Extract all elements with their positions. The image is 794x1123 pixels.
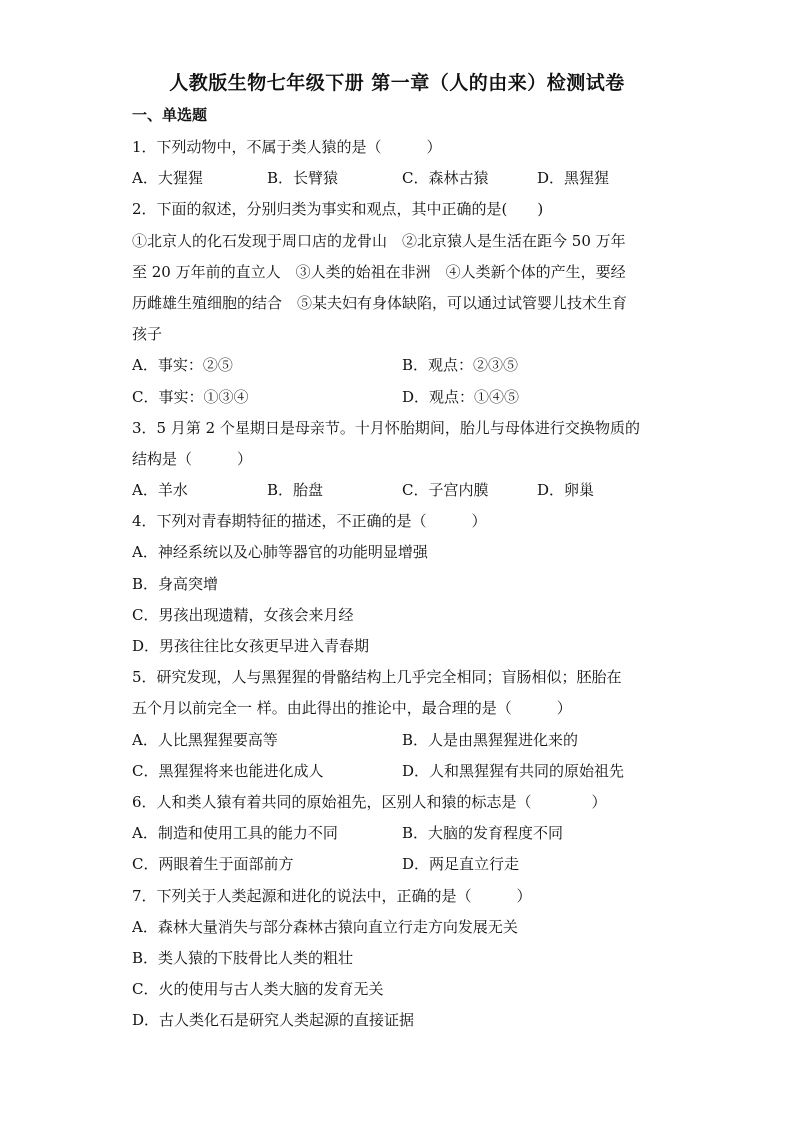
option-b[interactable]: B．长臂猿 — [267, 169, 339, 188]
question-2-options-row-1 — [132, 350, 672, 381]
option-b[interactable]: B．大脑的发育程度不同 — [402, 824, 564, 843]
exam-title: 人教版生物七年级下册 第一章（人的由来）检测试卷 — [169, 72, 625, 94]
question-2-text-line: 至 20 万年前的直立人 ③人类的始祖在非洲 ④人类新个体的产生，要经 — [132, 262, 626, 281]
question-2-text-line: ①北京人的化石发现于周口店的龙骨山 ②北京猿人是生活在距今 50 万年 — [132, 231, 626, 250]
question-5-options-row-2 — [132, 756, 672, 787]
option-c[interactable]: C．森林古猿 — [402, 169, 489, 188]
question-6-options-row-1 — [132, 818, 672, 849]
question-5-stem-line: 五个月以前完全一 样。由此得出的推论中，最合理的是（ ） — [132, 699, 572, 718]
question-2-stem: 2．下面的叙述，分别归类为事实和观点，其中正确的是( ) — [132, 200, 544, 219]
question-6-stem: 6．人和类人猿有着共同的原始祖先，区别人和猿的标志是（ ） — [132, 792, 607, 811]
option-d[interactable]: D．古人类化石是研究人类起源的直接证据 — [132, 1011, 415, 1030]
option-a[interactable]: A．大猩猩 — [132, 169, 203, 188]
question-4-stem: 4．下列对青春期特征的描述，不正确的是（ ） — [132, 512, 487, 531]
question-3-options — [132, 475, 672, 506]
option-d[interactable]: D．男孩往往比女孩更早进入青春期 — [132, 637, 370, 655]
option-b[interactable]: B．类人猿的下肢骨比人类的粗壮 — [132, 948, 354, 967]
option-c[interactable]: C．子宫内膜 — [402, 481, 489, 500]
question-2-options-row-2 — [132, 382, 672, 413]
option-d[interactable]: D．人和黑猩猩有共同的原始祖先 — [402, 761, 625, 780]
option-b[interactable]: B．观点：②③⑤ — [402, 356, 519, 375]
question-6-options-row-2 — [132, 849, 672, 880]
option-c[interactable]: C．事实：①③④ — [132, 387, 249, 406]
option-c[interactable]: C．火的使用与古人类大脑的发育无关 — [132, 980, 384, 999]
question-5-options-row-1 — [132, 725, 672, 756]
question-2-text-line: 孩子 — [132, 325, 163, 344]
option-a[interactable]: A．羊水 — [132, 481, 188, 500]
option-a[interactable]: A．人比黑猩猩要高等 — [132, 730, 278, 749]
option-b[interactable]: B．胎盘 — [267, 481, 324, 500]
section-heading: 一、单选题 — [132, 106, 208, 124]
question-3-stem-line: 3．5 月第 2 个星期日是母亲节。十月怀胎期间，胎儿与母体进行交换物质的 — [132, 418, 640, 437]
question-2-text-line: 历雌雄生殖细胞的结合 ⑤某夫妇有身体缺陷，可以通过试管婴儿技术生育 — [132, 293, 628, 312]
option-b[interactable]: B．身高突增 — [132, 574, 219, 593]
option-a[interactable]: A．森林大量消失与部分森林古猿向直立行走方向发展无关 — [132, 917, 518, 936]
option-a[interactable]: A．制造和使用工具的能力不同 — [132, 824, 338, 843]
option-d[interactable]: D．两足直立行走 — [402, 855, 520, 874]
option-c[interactable]: C．男孩出现遗精，女孩会来月经 — [132, 605, 354, 624]
question-3-stem-line: 结构是（ ） — [132, 449, 253, 468]
option-a[interactable]: A．神经系统以及心肺等器官的功能明显增强 — [132, 543, 428, 562]
option-c[interactable]: C．黑猩猩将来也能进化成人 — [132, 761, 324, 780]
option-d[interactable]: D．黑猩猩 — [537, 169, 610, 188]
option-c[interactable]: C．两眼着生于面部前方 — [132, 855, 294, 874]
option-d[interactable]: D．卵巢 — [537, 481, 595, 500]
question-5-stem-line: 5．研究发现，人与黑猩猩的骨骼结构上几乎完全相同；盲肠相似；胚胎在 — [132, 668, 622, 687]
question-1-options — [132, 163, 672, 194]
option-b[interactable]: B．人是由黑猩猩进化来的 — [402, 730, 579, 749]
question-list — [132, 132, 672, 1036]
option-a[interactable]: A．事实：②⑤ — [132, 356, 233, 375]
question-7-stem: 7．下列关于人类起源和进化的说法中，正确的是（ ） — [132, 886, 532, 905]
question-1-stem: 1．下列动物中，不属于类人猿的是（ ） — [132, 138, 442, 156]
option-d[interactable]: D．观点：①④⑤ — [402, 387, 520, 406]
